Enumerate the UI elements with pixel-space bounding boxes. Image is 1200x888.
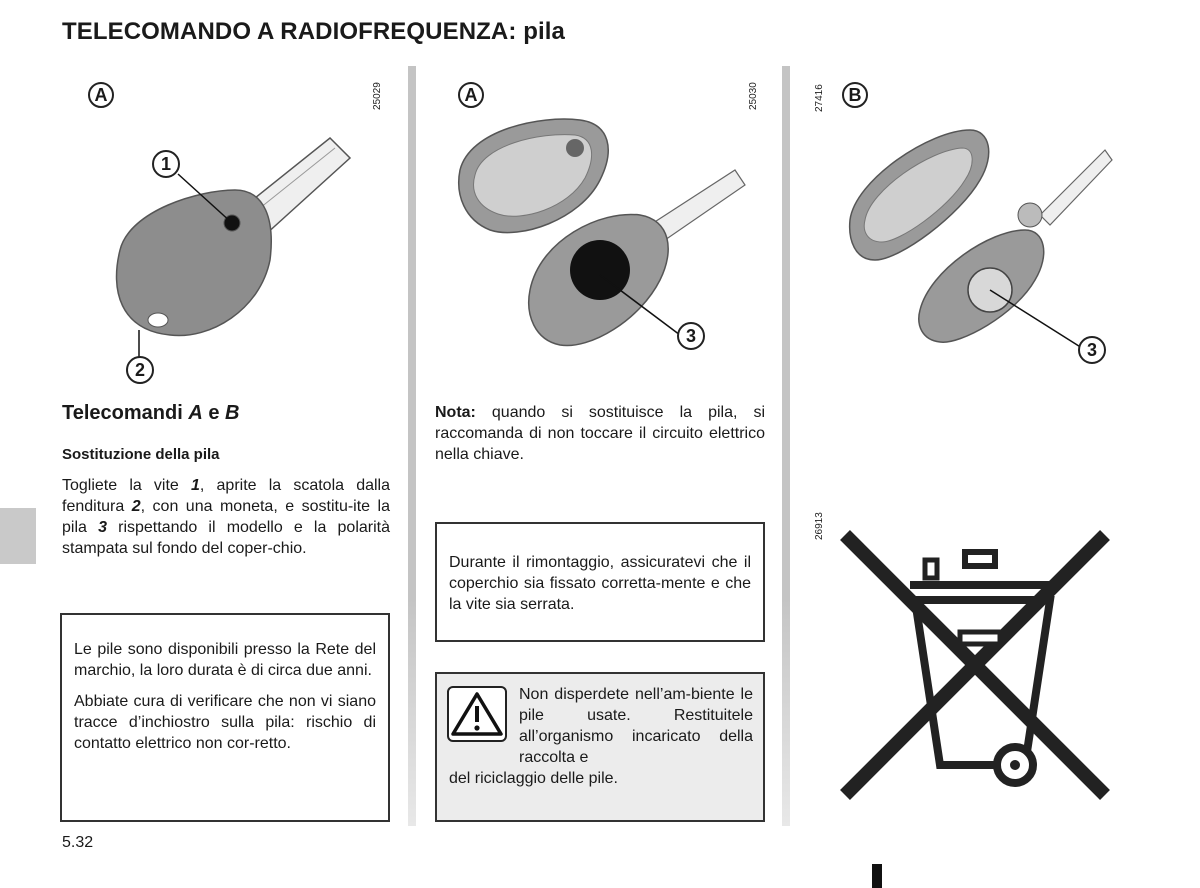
thumb-index-mark: [872, 864, 882, 888]
column-divider-right: [782, 66, 790, 826]
figure-3-letter: B: [842, 82, 868, 108]
figure-2-letter: A: [458, 82, 484, 108]
figure-3-code: 27416: [814, 84, 825, 112]
warning-text-bottom: del riciclaggio delle pile.: [449, 770, 618, 787]
warning-text-side: Non disperdete nell’am-biente le pile usate. Restituitele all’organismo incaricato della raccolta e: [519, 686, 753, 766]
page-number: 5.32: [62, 834, 94, 851]
battery-info-p1: Le pile sono disponibili presso la Rete del marchio, la loro durata è di circa due anni.: [74, 641, 376, 679]
reassembly-box: [435, 522, 765, 642]
callout-2: 2: [126, 356, 154, 384]
callout-line-3: [990, 290, 1082, 348]
figure-1-letter: A: [88, 82, 114, 108]
flip-hinge: [1018, 203, 1042, 227]
column-divider-left: [408, 66, 416, 826]
warning-triangle-icon: [449, 688, 505, 740]
bin-slot: [960, 632, 1000, 644]
warning-icon: [447, 686, 507, 742]
key-head: [117, 190, 272, 336]
section-tab: [0, 508, 36, 564]
figure-4-code: 26913: [814, 512, 825, 540]
bin-lid-hinge: [925, 560, 937, 578]
callout-3a: 3: [677, 322, 705, 350]
key-blade: [650, 170, 745, 240]
circuit-component: [566, 139, 584, 157]
battery-replacement-text: Togliete la vite 1, aprite la scatola dalla fenditura 2, con una moneta, e sostitu-ite la pila 3 rispettando il modello e la polarità stampata sul fondo del coper-chio.: [62, 477, 390, 557]
figure-3-illustration: [840, 120, 1120, 350]
section-subheading: Sostituzione della pila: [62, 446, 220, 463]
key-blade: [1040, 150, 1112, 225]
warning-box: [435, 672, 765, 822]
slot-opening: [148, 313, 168, 327]
battery-info-p2: Abbiate cura di verificare che non vi siano tracce d’inchiostro sulla pila: rischio di contatto elettrico non cor-retto.: [74, 693, 376, 752]
figure-1-code: 25029: [372, 82, 383, 110]
reassembly-text: Durante il rimontaggio, assicuratevi che il coperchio sia fissato corretta-mente e che la vite sia serrata.: [449, 554, 751, 613]
callout-1: 1: [152, 150, 180, 178]
battery-info-box: [60, 613, 390, 822]
crossed-bin-symbol: [840, 530, 1110, 800]
figure-1-illustration: [90, 130, 390, 380]
callout-3b: 3: [1078, 336, 1106, 364]
figure-2-illustration: [450, 110, 760, 360]
section-heading: Telecomandi A e B: [62, 402, 240, 424]
bin-wheel-axle: [1010, 760, 1020, 770]
note-text: Nota: quando si sostituisce la pila, si raccomanda di non toccare il circuito elettrico nella chiave.: [435, 404, 765, 463]
figure-2-code: 25030: [748, 82, 759, 110]
page-title: TELECOMANDO A RADIOFREQUENZA: pila: [62, 18, 565, 45]
bin-lid-handle: [965, 552, 995, 566]
